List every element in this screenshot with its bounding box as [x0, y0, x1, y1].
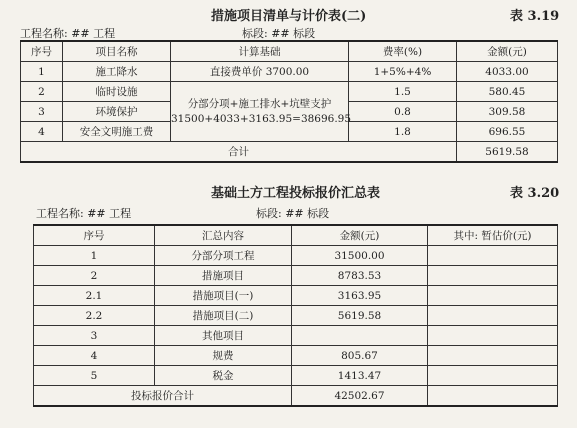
row-provisional: [428, 366, 558, 386]
row-rate: 0.8: [349, 102, 457, 122]
row-no: 2: [34, 266, 155, 286]
table-row: [34, 306, 558, 326]
measures-table: [20, 40, 558, 163]
row-content: 分部分项工程: [155, 246, 292, 266]
row-amount: 31500.00: [292, 246, 428, 266]
table-row: [34, 286, 558, 306]
row-amount: 696.55: [457, 122, 558, 142]
table1-title: 措施项目清单与计价表(二): [211, 9, 367, 24]
table-row: [21, 62, 558, 82]
total-row: [34, 386, 558, 407]
row-provisional: [428, 346, 558, 366]
table-row: [34, 326, 558, 346]
row-no: 3: [21, 102, 63, 122]
summary-table: [33, 224, 558, 407]
row-no: 1: [21, 62, 63, 82]
row-no: 4: [21, 122, 63, 142]
total-provisional: [428, 386, 558, 407]
row-rate: 1+5%+4%: [349, 62, 457, 82]
row-no: 4: [34, 346, 155, 366]
table2-number: 表 3.20: [510, 186, 560, 201]
total-label: 投标报价合计: [34, 386, 292, 407]
row-provisional: [428, 266, 558, 286]
total-amount: 42502.67: [292, 386, 428, 407]
row-content: 措施项目(二): [155, 306, 292, 326]
header-amount: 金额(元): [457, 41, 558, 62]
table2-section: 标段: ## 标段: [256, 207, 330, 220]
row-calc-basis: 直接费单价 3700.00: [171, 62, 349, 82]
row-no: 3: [34, 326, 155, 346]
basis-formula-text: 分部分项+施工排水+坑壁支护: [187, 97, 332, 110]
header-content: 汇总内容: [155, 225, 292, 246]
total-row: [21, 142, 558, 163]
row-item-name: 安全文明施工费: [63, 122, 171, 142]
header-amount: 金额(元): [292, 225, 428, 246]
header-provisional: 其中: 暂估价(元): [428, 225, 558, 246]
row-provisional: [428, 286, 558, 306]
row-item-name: 施工降水: [63, 62, 171, 82]
row-amount: 3163.95: [292, 286, 428, 306]
row-amount: 8783.53: [292, 266, 428, 286]
row-content: 其他项目: [155, 326, 292, 346]
header-no: 序号: [21, 41, 63, 62]
table-row: [34, 246, 558, 266]
row-content: 税金: [155, 366, 292, 386]
merged-calc-basis: [171, 82, 352, 142]
table2-project-name: 工程名称: ## 工程: [36, 207, 132, 220]
row-amount: 4033.00: [457, 62, 558, 82]
table-row: [34, 346, 558, 366]
row-no: 2.1: [34, 286, 155, 306]
row-provisional: [428, 306, 558, 326]
row-content: 措施项目: [155, 266, 292, 286]
row-amount: 580.45: [457, 82, 558, 102]
row-amount: 309.58: [457, 102, 558, 122]
table-row: [21, 82, 558, 102]
total-amount: 5619.58: [457, 142, 558, 163]
row-rate: 1.8: [349, 122, 457, 142]
basis-formula-values: 31500+4033+3163.95=38696.95: [171, 112, 352, 125]
row-content: 规费: [155, 346, 292, 366]
row-item-name: 临时设施: [63, 82, 171, 102]
row-rate: 1.5: [349, 82, 457, 102]
row-amount: [292, 326, 428, 346]
row-amount: 1413.47: [292, 366, 428, 386]
row-content: 措施项目(一): [155, 286, 292, 306]
table2-title: 基础土方工程投标报价汇总表: [211, 186, 381, 201]
table1-project-name: 工程名称: ## 工程: [20, 27, 116, 40]
row-provisional: [428, 326, 558, 346]
row-provisional: [428, 246, 558, 266]
row-no: 2.2: [34, 306, 155, 326]
row-no: 2: [21, 82, 63, 102]
header-no: 序号: [34, 225, 155, 246]
row-amount: 805.67: [292, 346, 428, 366]
header-rate: 费率(%): [349, 41, 457, 62]
table-row: [34, 266, 558, 286]
total-label: 合计: [21, 142, 457, 163]
table-row: [34, 366, 558, 386]
header-calc-basis: 计算基础: [171, 41, 349, 62]
row-no: 1: [34, 246, 155, 266]
row-item-name: 环境保护: [63, 102, 171, 122]
row-amount: 5619.58: [292, 306, 428, 326]
row-no: 5: [34, 366, 155, 386]
table1-section: 标段: ## 标段: [242, 27, 316, 40]
table1-number: 表 3.19: [510, 9, 560, 24]
header-item-name: 项目名称: [63, 41, 171, 62]
